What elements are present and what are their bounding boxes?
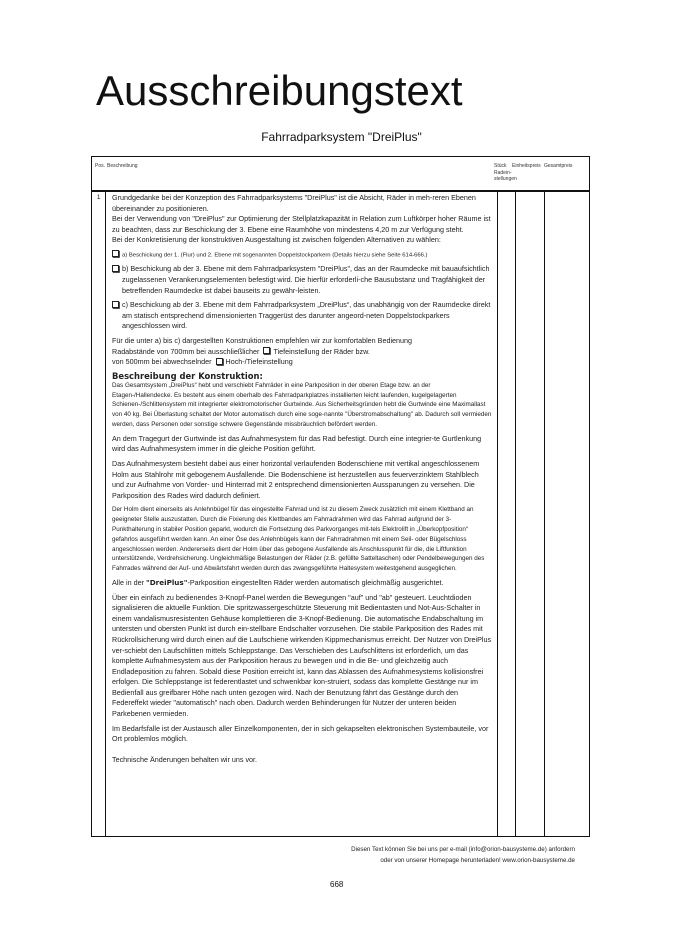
product-subtitle: Fahrradparksystem "DreiPlus" [261,130,422,144]
construction-paragraph [112,578,492,589]
option-a-text: a) Beschickung der 1. (Flur) und 2. Ebene mit sogenannten Doppelstockparkern (Details hierzu siehe Seite 614-666.) [122,252,428,259]
header-unit-price: Einheitspreis [512,163,541,169]
header-total-price: Gesamtpreis [544,163,573,169]
table-header [92,157,589,192]
intro-paragraph: Bei der Verwendung von "DreiPlus" zur Optimierung der Stellplatzkapazität in Relation zum Luftkörper hoher Räume ist zu beachten, dass zur Beschickung der 3. Ebene eine Raumhöhe von mindestens 4,20 m zur Verfügung steht. [112,214,491,234]
construction-paragraph: Über ein einfach zu bedienendes 3-Knopf-Panel werden die Bewegungen "auf" und "ab" gesteuert. Leuchtdioden signalisieren die aktuelle Funktion. Die spritzwassergeschützte Steuerung mit Bedientasten und Not-Aus-Schalter in einem vandalismusresistenten Gehäuse komplettieren die 3-Knopf-Bedienung. Die automatische Endabschaltung im untersten und obersten Punkt ist durch ein-stellbare Endschalter vorzusehen. Die stabile Parkposition des Rades mit Rückrollsicherung wird durch einen auf die Laufschiene wirkenden Kippmechanismus erreicht. Der Nutzer von DreiPlus ver-schiebt den Laufschlitten mittels Schleppstange. Das Verschieben des Laufschlittens ist erforderlich, um das komplette Aufnahmesystem aus der Parkposition heraus zu bewegen und in die Be- und gleichzeitig auch Endladeposition zu fahren. Sobald diese Position erreicht ist, kann das Ablassen des Aufnahmesystems kollisionsfrei erfolgen. Die Schleppstange ist federentlastet und schwenkbar kon-struiert, sodass das komplette Gestänge nur im Bedienfall aus greifbarer Höhe nach unten gezogen wird. Nach der Benutzung fährt das Gestänge durch den Federeffekt wieder "automatisch" nach oben. Dadurch werden Behinderungen für Nutzer der unteren beiden Parkebenen vermieden. [112,592,492,719]
page-number: 668 [330,880,344,889]
header-qty-sub2: stellungen [494,176,517,182]
construction-paragraph: Im Bedarfsfalle ist der Austausch aller Einzelkomponenten, der in sich gekapselten elektronischen Systembauteile, vor Ort problemlos möglich. [112,723,489,744]
text-fragment: Alle in der [112,577,146,587]
intro-paragraph: Grundgedanke bei der Konzeption des Fahrradparksystems "DreiPlus" ist die Absicht, Räder in meh-reren Ebenen übereinander zu positionieren. [112,193,476,213]
construction-paragraph: Das Aufnahmesystem besteht dabei aus einer horizontal verlaufenden Bodenschiene mit vertikal angeschlossenem Holm aus Stahlrohr mit gebogenem Ausfallende. Die Bodenschiene ist herzustellen aus feuerverzinktem Stahlblech und zur Aufnahme von Vorder- und Hinterrad mit 2 entsprechend dimensionierten Aussparungen zu versehen. Die Parkposition des Rades wird dadurch definiert. [112,458,480,500]
construction-paragraph: Das Gesamtsystem „DreiPlus“ hebt und verschiebt Fahrräder in eine Parkposition in der oberen Etage bzw. an der Etagen-/Hallendecke. Es besteht aus einem oberhalb des Fahrradparkplatzes installierten leicht laufenden, kugelgelagerten Schienen-/Schlittensystem mit integrierter elektromotorischer Gurtwinde. Aus Sicherheitsgründen hebt die Gurtwinde eine Maximallast von 40 kg. Bei Überlastung schaltet der Motor automatisch durch eine soge-nannte "Überstromabschaltung" ab. Dadurch soll vermieden werden, dass Personen oder sonstige schwere Gegenstände missbräuchlich befördert werden. [112,381,492,428]
checkbox-icon[interactable] [112,301,119,308]
footer-line: Diesen Text können Sie bei uns per e-mail (info@orion-bausysteme.de) anfordern [351,846,575,853]
column-divider [497,190,498,836]
option-c-text: c) Beschickung ab der 3. Ebene mit dem Fahrradparksystem „DreiPlus“, das unabhängig von der Raumdecke direkt am statisch entsprechend dimensionierten Traggerüst des darunter angeord-neten Doppelstockparkers angeschlossen wird. [122,300,491,331]
checkbox-icon[interactable] [263,347,270,354]
checkbox-icon[interactable] [216,358,223,365]
text-fragment: -Parkposition eingestellten Räder werden automatisch gleichmäßig ausgerichtet. [187,577,444,587]
spacing-option-low: Tiefeinstellung der Räder bzw. [273,346,370,356]
checkbox-icon[interactable] [112,265,119,272]
description-cell [112,193,492,769]
column-divider [105,190,106,836]
intro-paragraph: Bei der Konkretisierung der konstruktiven Ausgestaltung ist zwischen folgenden Alternativen zu wählen: [112,235,441,245]
checkbox-icon[interactable] [112,250,119,257]
header-qty-sub1: Radein- [494,169,512,176]
header-pos: Pos. [95,163,106,169]
page-title: Ausschreibungstext [96,67,463,114]
spacing-text: von 500mm bei abwechselnder [112,357,212,367]
construction-paragraph: An dem Tragegurt der Gurtwinde ist das Aufnahmesystem für das Rad befestigt. Durch eine integrier-te Gurtlenkung wird das Aufnahmesystem immer in die gleiche Position geführt. [112,433,482,454]
disclaimer: Technische Änderungen behalten wir uns vor. [112,754,258,764]
option-b[interactable] [112,264,492,296]
spacing-option-high: Hoch-/Tiefeinstellung [225,357,293,367]
header-description: Beschreibung [107,163,138,169]
header-qty-label: Stück [494,163,507,169]
construction-paragraph: Der Holm dient einerseits als Anlehnbügel für das eingestellte Fahrrad und ist zu diesem Zweck zusätzlich mit einem Klettband an geeigneter Stelle auszustatten. Durch die Fixierung des Klettbandes am Fahrradrahmen wird das Fahrrad aufgrund der 3-Punkthalterung in stabiler Position geparkt, wodurch die Fortsetzung des Parkvorganges mit-tels Elektrolift in „Überkopfposition“ gefahrlos ausgeführt werden kann. An einer Öse des Anlehnbügels kann der Fahrradrahmen mit einem Seil- oder Bügelschloss angeschlossen werden. Andererseits dient der Holm über das gebogene Ausfallende als Anschlusspunkt für die, die Liftfunktion unterstützende, Verdrehsicherung. Ungleichmäßige Belastungen der Räder (z.B. gefüllte Satteltaschen) oder Pendelbewegungen des Fahrrades während der Auf- und Abwärtsfahrt werden durch das zwangsgeführte Haltesystem weitestgehend ausgeglichen. [112,506,485,573]
spacing-text: Radabstände von 700mm bei ausschließlicher [112,346,260,356]
footer-note [351,845,575,866]
option-b-text: b) Beschickung ab der 3. Ebene mit dem Fahrradparksystem "DreiPlus", das an der Raumdecke mit bauaufsichtlich zugelassenen Verankerungselementen befestigt wird. Die hierfür erforderli-che Bausubstanz und Tragfähigkeit der betreffenden Raumdecke ist dabei bauseits zu gewähr-leisten. [122,264,490,295]
position-number: 1 [97,195,101,201]
spacing-line [112,357,492,368]
tender-table [91,156,590,837]
spacing-line [112,347,492,358]
footer-line: oder von unserer Homepage herunterladen! www.orion-bausysteme.de [380,856,575,864]
brand-name: "DreiPlus" [145,577,188,587]
column-divider [544,190,545,836]
construction-heading: Beschreibung der Konstruktion: [112,370,263,381]
option-c[interactable] [112,300,492,332]
column-divider [515,190,516,836]
spacing-paragraph: Für die unter a) bis c) dargestellten Konstruktionen empfehlen wir zur komfortablen Bedienung [112,336,413,346]
option-a[interactable] [112,250,492,261]
